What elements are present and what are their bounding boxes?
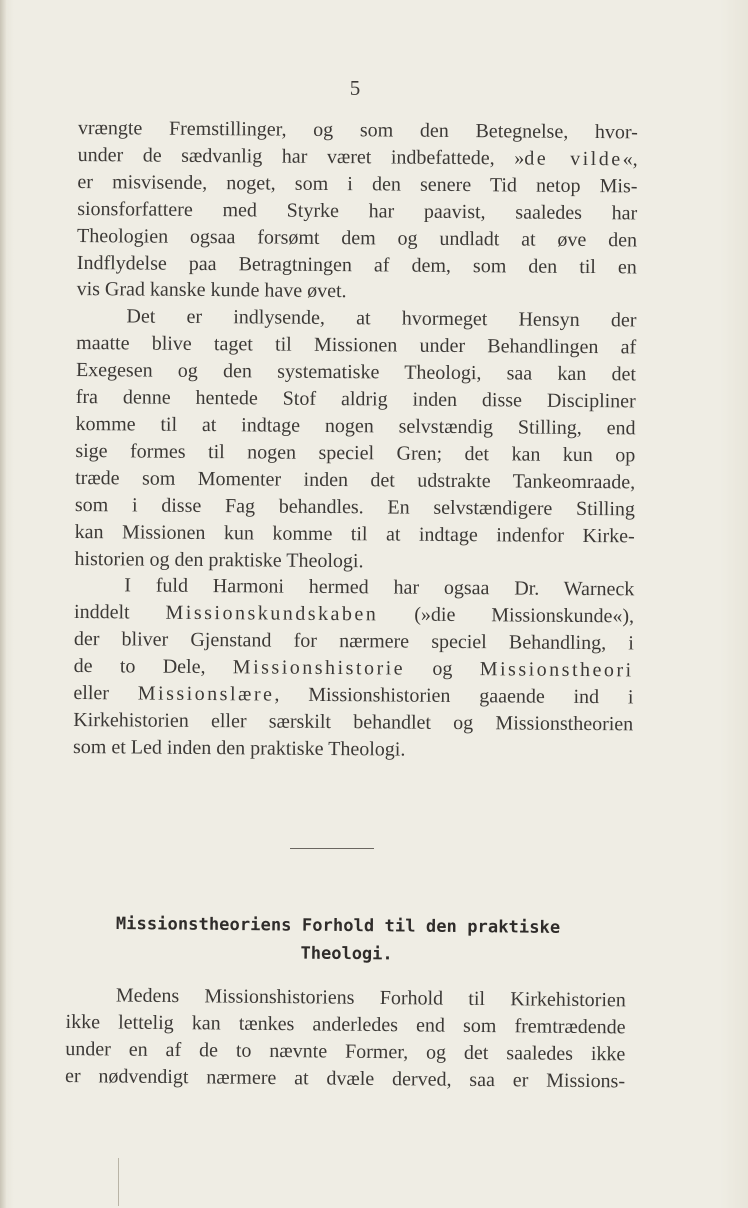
section-heading <box>116 910 578 970</box>
spaced-term: Missionshistorie <box>232 656 406 680</box>
body-text-section-1 <box>73 115 638 765</box>
heading-line-1: Missionstheoriens Forhold til den praktiske <box>115 913 561 938</box>
text-line: der bliver Gjenstand for nærmere speciel Behandling, i <box>73 628 634 655</box>
text-line: Kirkehistorien eller særskilt behandlet og Missionstheorien <box>73 708 634 736</box>
text-line: I fuld Harmoni hermed har ogsaa Dr. Warneck <box>124 574 635 601</box>
text-line: Theologien ogsaa forsømt dem og undladt at øve den <box>76 224 638 252</box>
text-line: historien og den praktiske Theologi. <box>74 547 364 572</box>
text-line: komme til at indtage nogen selvstændig Stilling, end <box>75 412 636 440</box>
spaced-term: Missionstheori <box>479 658 634 682</box>
text-line: Exegesen og den systematiske Theologi, saa kan det <box>75 359 637 386</box>
text-line: eller Missionslære, Missionshistorien gaaende ind i <box>73 682 634 709</box>
section-divider <box>290 848 374 849</box>
text-line: maatte blive taget til Missionen under Behandlingen af <box>76 332 637 359</box>
text-line: Indflydelse paa Betragtningen af dem, som den til en <box>76 251 637 278</box>
text-line: fra denne hentede Stof aldrig inden disse Discipliner <box>75 386 636 413</box>
text-line: som et Led inden den praktiske Theologi. <box>72 735 406 761</box>
text-line: kan Missionen kun komme til at indtage indenfor Kirke- <box>74 520 635 547</box>
text-line: som i disse Fag behandles. En selvstændigere Stilling <box>74 493 636 521</box>
body-text-section-2 <box>65 982 626 1095</box>
spaced-term: de vilde <box>524 147 623 171</box>
heading-line-2: Theologi. <box>300 943 393 965</box>
text-line: inddelt Missionskundskaben (»die Missionskunde«), <box>74 601 635 628</box>
text-line: under en af de to nævnte Former, og det saaledes ikke <box>65 1037 626 1066</box>
text-line: Medens Missionshistoriens Forhold til Kirkehistorien <box>115 984 626 1012</box>
page-edge <box>0 0 6 1208</box>
text-line: Det er indlysende, at hvormeget Hensyn der <box>126 305 637 332</box>
page-number: 5 <box>349 76 361 100</box>
spaced-term: Missionslære <box>137 682 275 706</box>
text-line: under de sædvanlig har været indbefattede, »de vilde«, <box>77 143 638 171</box>
page-mark <box>118 1158 125 1206</box>
text-line: vis Grad kanske kunde have øvet. <box>76 278 347 303</box>
spaced-term: Missionskundskaben <box>165 602 379 626</box>
text-line: er nødvendigt nærmere at dvæle derved, saa er Missions- <box>64 1064 626 1093</box>
text-line: vrængte Fremstillinger, og som den Betegnelse, hvor- <box>77 116 638 144</box>
text-line: sionsforfattere med Styrke har paavist, saaledes har <box>77 197 638 225</box>
text-line: er misvisende, noget, som i den senere Tid netop Mis- <box>77 170 638 198</box>
text-line: de to Dele, Missionshistorie og Missionstheori <box>73 655 634 682</box>
text-line: træde som Momenter inden det udstrakte Tankeomraade, <box>75 466 636 494</box>
text-line: sige formes til nogen speciel Gren; det kan kun op <box>75 439 636 467</box>
text-line: ikke lettelig kan tænkes anderledes end som fremtrædende <box>65 1010 626 1039</box>
